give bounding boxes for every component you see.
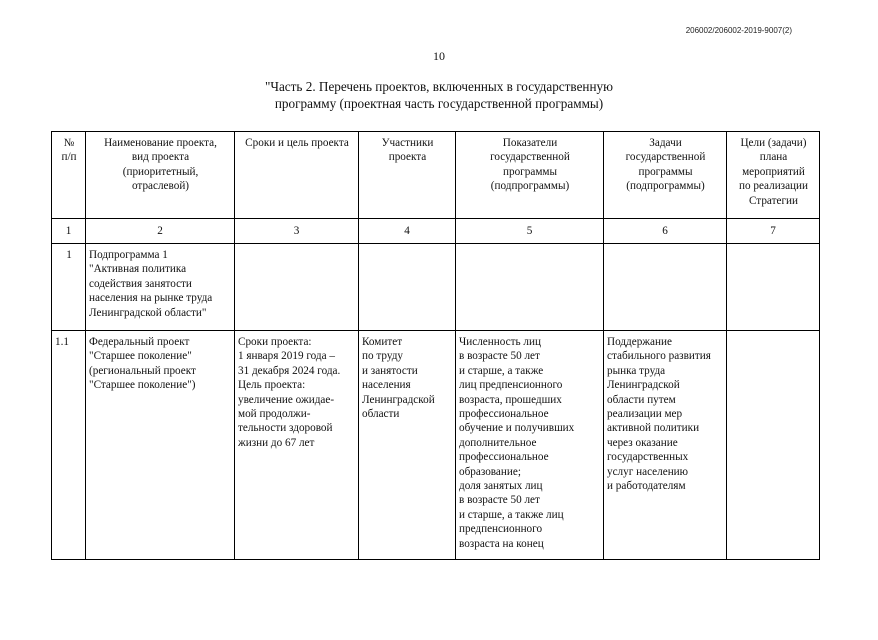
- column-number: 2: [86, 219, 235, 244]
- column-number-row: [52, 219, 820, 244]
- cell-text-line: Цели (задачи): [740, 137, 807, 149]
- cell-text-line: Задачи: [649, 137, 682, 149]
- cell-text-line: области путем: [607, 393, 676, 406]
- cell-text-line: мой продолжи-: [238, 408, 311, 421]
- cell-text-line: услуг населению: [607, 465, 689, 478]
- cell-text-line: реализации мер: [607, 408, 683, 421]
- cell-text-line: Ленинградской области": [89, 306, 207, 319]
- header-cell-indicators: [456, 132, 604, 219]
- title-line: "Часть 2. Перечень проектов, включенных в государственную: [265, 79, 613, 94]
- row-indicators: [456, 331, 604, 560]
- table-header-row: [52, 132, 820, 219]
- cell-text-line: содействия занятости: [89, 277, 192, 290]
- cell-text-line: возраста на конец: [459, 537, 544, 550]
- cell-text-line: доля занятых лиц: [459, 480, 543, 493]
- cell-text-line: "Старшее поколение"): [89, 379, 196, 392]
- cell-text-line: профессиональное: [459, 451, 549, 464]
- row-participants: [359, 244, 456, 331]
- cell-text-line: "Активная политика: [89, 263, 187, 276]
- cell-text-line: активной политики: [607, 422, 700, 435]
- cell-text-line: государственных: [607, 451, 689, 464]
- row-number: 1.1: [52, 331, 86, 560]
- cell-text-line: Комитет: [362, 336, 403, 348]
- cell-text-line: населения: [362, 379, 411, 392]
- cell-text-line: в возрасте 50 лет: [459, 494, 540, 507]
- cell-text-line: дополнительное: [459, 436, 537, 449]
- cell-text-line: Сроки и цель проекта: [245, 137, 349, 149]
- cell-text-line: "Старшее поколение": [89, 350, 192, 363]
- column-number: 3: [235, 219, 359, 244]
- cell-text-line: через оказание: [607, 436, 678, 449]
- table-row: [52, 331, 820, 560]
- cell-text-line: Участники: [381, 137, 434, 149]
- cell-text-line: жизни до 67 лет: [238, 436, 315, 449]
- cell-text-line: увеличение ожидае-: [238, 393, 335, 406]
- cell-text-line: и старше, а также лиц: [459, 508, 564, 521]
- cell-text-line: Показатели: [502, 137, 558, 149]
- row-goals: [727, 244, 820, 331]
- cell-text-line: и работодателям: [607, 480, 686, 493]
- header-cell-number: [52, 132, 86, 219]
- cell-text-line: программы: [638, 165, 693, 178]
- table-row: [52, 244, 820, 331]
- cell-text-line: отраслевой): [131, 180, 190, 193]
- cell-text-line: по труду: [362, 350, 404, 363]
- cell-text-line: Подпрограмма 1: [89, 249, 168, 261]
- cell-text-line: рынка труда: [607, 364, 666, 377]
- projects-table: [51, 131, 820, 560]
- column-number: 5: [456, 219, 604, 244]
- row-number: 1: [52, 244, 86, 331]
- cell-text-line: профессиональное: [459, 408, 549, 421]
- row-project-name: [86, 244, 235, 331]
- row-terms: [235, 331, 359, 560]
- cell-text-line: Ленинградской: [362, 393, 435, 406]
- row-terms: [235, 244, 359, 331]
- cell-text-line: в возрасте 50 лет: [459, 350, 540, 363]
- cell-text-line: Наименование проекта,: [104, 137, 217, 149]
- cell-text-line: стабильного развития: [607, 350, 711, 363]
- row-indicators: [456, 244, 604, 331]
- page-number: 10: [433, 49, 445, 63]
- column-number: 7: [727, 219, 820, 244]
- page-title: [0, 78, 878, 112]
- cell-text-line: образование;: [459, 465, 521, 478]
- cell-text-line: и старше, а также: [459, 364, 544, 377]
- column-number: 4: [359, 219, 456, 244]
- title-line: программу (проектная часть государственной программы): [274, 96, 604, 111]
- cell-text-line: (подпрограммы): [490, 180, 570, 193]
- cell-text-line: тельности здоровой: [238, 422, 333, 435]
- column-number: 6: [604, 219, 727, 244]
- cell-text-line: вид проекта: [131, 151, 190, 164]
- cell-text-line: населения на рынке труда: [89, 292, 213, 305]
- cell-text-line: (приоритетный,: [122, 165, 199, 178]
- row-tasks: [604, 331, 727, 560]
- cell-text-line: Ленинградской: [607, 379, 680, 392]
- cell-text-line: мероприятий: [742, 165, 805, 178]
- cell-text-line: 31 декабря 2024 года.: [238, 364, 341, 377]
- cell-text-line: (подпрограммы): [626, 180, 705, 193]
- row-tasks: [604, 244, 727, 331]
- cell-text-line: программы: [503, 165, 557, 178]
- cell-text-line: государственной: [625, 151, 706, 164]
- row-project-name: [86, 331, 235, 560]
- cell-text-line: проекта: [388, 151, 427, 164]
- cell-text-line: №: [63, 137, 75, 149]
- cell-text-line: лиц предпенсионного: [459, 379, 563, 392]
- cell-text-line: возраста, прошедших: [459, 393, 562, 406]
- header-cell-tasks: [604, 132, 727, 219]
- cell-text-line: Стратегии: [748, 194, 799, 207]
- cell-text-line: 1 января 2019 года –: [238, 350, 335, 363]
- header-cell-project-name: [86, 132, 235, 219]
- cell-text-line: государственной: [490, 151, 570, 164]
- cell-text-line: Федеральный проект: [89, 336, 190, 348]
- cell-text-line: области: [362, 408, 400, 421]
- header-cell-terms: [235, 132, 359, 219]
- header-cell-participants: [359, 132, 456, 219]
- cell-text-line: Сроки проекта:: [238, 336, 312, 348]
- cell-text-line: предпенсионного: [459, 523, 543, 536]
- cell-text-line: по реализации: [738, 180, 809, 193]
- cell-text-line: обучение и получивших: [459, 422, 575, 435]
- header-cell-goals: [727, 132, 820, 219]
- row-goals: [727, 331, 820, 560]
- cell-text-line: (региональный проект: [89, 364, 196, 377]
- cell-text-line: плана: [759, 151, 788, 164]
- cell-text-line: Поддержание: [607, 336, 672, 348]
- document-id: 206002/206002-2019-9007(2): [685, 26, 792, 35]
- cell-text-line: п/п: [61, 151, 77, 164]
- cell-text-line: и занятости: [362, 364, 418, 377]
- cell-text-line: Цель проекта:: [238, 379, 306, 392]
- cell-text-line: Численность лиц: [459, 336, 541, 348]
- row-participants: [359, 331, 456, 560]
- column-number: 1: [52, 219, 86, 244]
